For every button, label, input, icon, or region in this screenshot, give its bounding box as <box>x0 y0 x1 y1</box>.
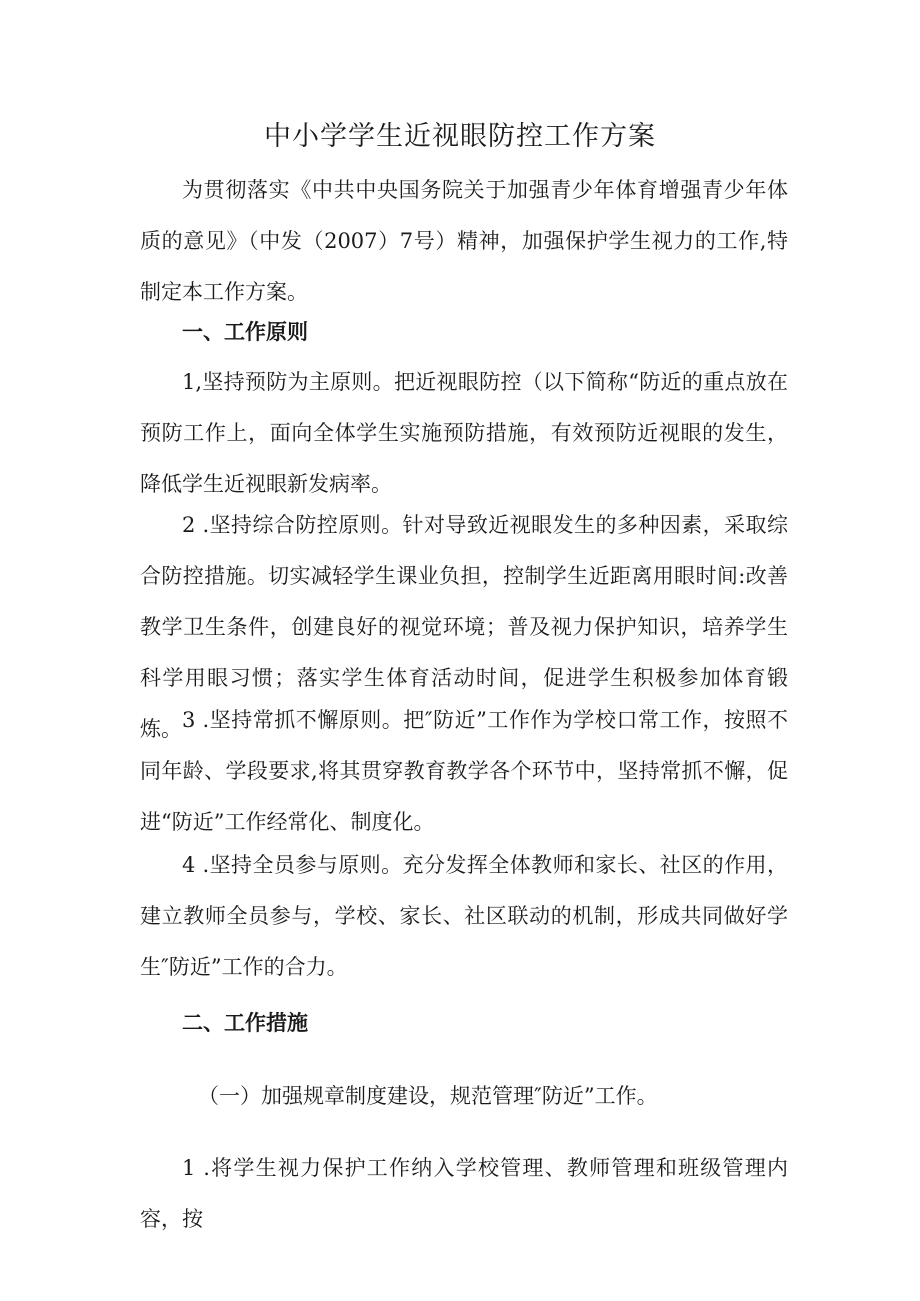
intro-paragraph: 为贯彻落实《中共中央国务院关于加强青少年体育增强青少年体质的意见》（中发（2007）7号）精神，加强保护学生视力的工作,特制定本工作方案。 <box>140 178 788 304</box>
measures-subheading: （一）加强规章制度建设，规范管理″防近”工作。 <box>198 1084 658 1108</box>
principle-item-3: 3 .坚持常抓不懈原则。把″防近”工作作为学校口常工作，按照不同年龄、学段要求,将其贯穿教育教学各个环节中，坚持常抓不懈，促进“防近”工作经常化、制度化。 <box>140 708 788 834</box>
document-title: 中小学学生近视眼防控工作方案 <box>264 121 656 152</box>
principle-item-1: 1,坚持预防为主原则。把近视眼防控（以下简称“防近的重点放在预防工作上，面向全体学生实施预防措施，有效预防近视眼的发生，降低学生近视眼新发病率。 <box>140 370 788 496</box>
principle-item-2: 2 .坚持综合防控原则。针对导致近视眼发生的多种因素，采取综合防控措施。切实减轻学生课业负担，控制学生近距离用眼时间:改善教学卫生条件，创建良好的视觉环境；普及视力保护知识，培养学生科学用眼习惯；落实学生体育活动时间，促进学生积极参加体育锻炼。 <box>140 513 788 741</box>
section-heading-measures: 二、工作措施 <box>182 1011 308 1035</box>
section-heading-principles: 一、工作原则 <box>182 320 308 344</box>
principle-item-4: 4 .坚持全员参与原则。充分发挥全体教师和家长、社区的作用，建立教师全员参与，学校、家长、社区联动的机制，形成共同做好学生″防近”工作的合力。 <box>140 853 788 979</box>
measure-item-1: 1 .将学生视力保护工作纳入学校管理、教师管理和班级管理内容，按 <box>140 1156 788 1231</box>
